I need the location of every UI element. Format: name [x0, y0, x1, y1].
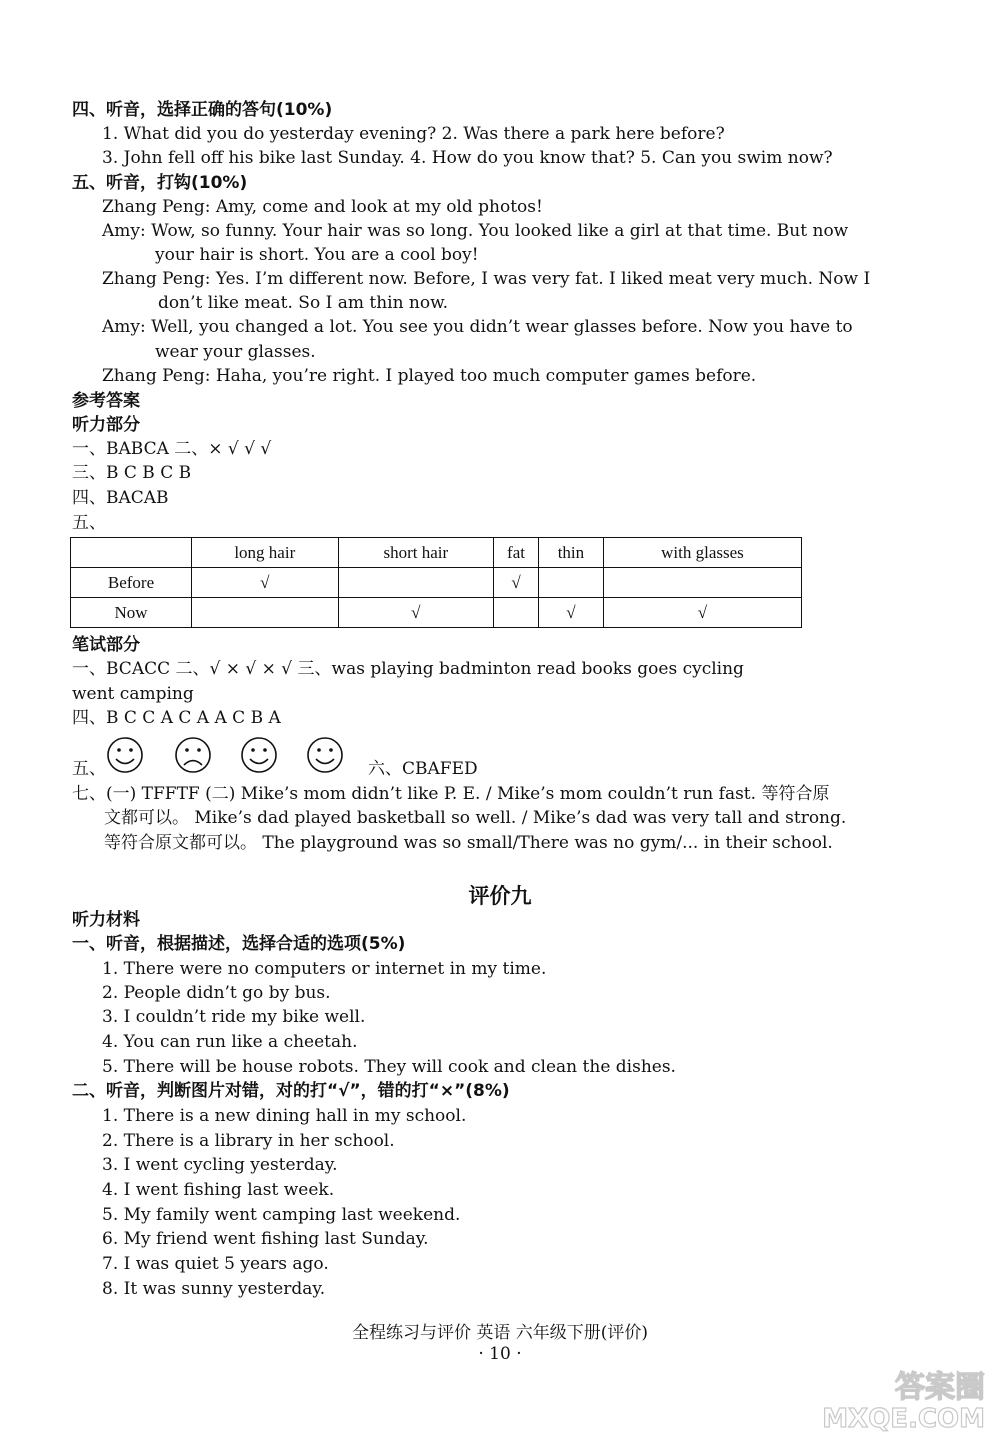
list-item: 5. There will be house robots. They will cook and clean the dishes.: [102, 1057, 676, 1077]
written-part-title: 笔试部分: [72, 635, 140, 655]
happy-face-icon: [308, 738, 342, 772]
table-cell: √: [538, 598, 603, 628]
faces-row: [105, 735, 355, 775]
listening-part-title: 听力部分: [72, 415, 140, 435]
dialogue-line: your hair is short. You are a cool boy!: [155, 245, 479, 265]
dialogue-line: Zhang Peng: Amy, come and look at my old photos!: [102, 197, 543, 217]
list-item: 1. There is a new dining hall in my school.: [102, 1106, 467, 1126]
table-header-cell: fat: [494, 538, 539, 568]
dialogue-line: Zhang Peng: Yes. I’m different now. Before, I was very fat. I liked meat very much. Now I: [102, 269, 871, 289]
dialogue-line: Amy: Wow, so funny. Your hair was so long. You looked like a girl at that time. But now: [102, 221, 849, 241]
dialogue-line: Amy: Well, you changed a lot. You see you didn’t wear glasses before. Now you have to: [102, 317, 853, 337]
table-row: [71, 598, 802, 628]
answer-line: 六、CBAFED: [368, 759, 478, 779]
table-row: [71, 568, 802, 598]
section-4-title: 四、听音，选择正确的答句(10%): [72, 100, 333, 120]
answer-line: 一、BCACC 二、√ × √ × √ 三、was playing badminton read books goes cycling: [72, 659, 744, 679]
table-cell: [494, 598, 539, 628]
list-item: 7. I was quiet 5 years ago.: [102, 1254, 329, 1274]
table-cell: [603, 568, 801, 598]
answer-line: 等符合原文都可以。 The playground was so small/There was no gym/... in their school.: [104, 833, 833, 853]
table-cell: [71, 538, 192, 568]
svg-text:MXQE.COM: MXQE.COM: [822, 1404, 985, 1434]
dialogue-line: Zhang Peng: Haha, you’re right. I played too much computer games before.: [102, 366, 757, 386]
happy-face-icon: [242, 738, 276, 772]
table-row-label: Now: [71, 598, 192, 628]
table-cell: √: [603, 598, 801, 628]
dialogue-line: wear your glasses.: [155, 342, 316, 362]
table-cell: √: [192, 568, 339, 598]
list-item: 1. There were no computers or internet in my time.: [102, 959, 547, 979]
table-header-cell: short hair: [338, 538, 494, 568]
page-number: · 10 ·: [478, 1344, 522, 1364]
table-cell: [192, 598, 339, 628]
list-item: 4. I went fishing last week.: [102, 1180, 335, 1200]
answer-line: 文都可以。 Mike’s dad played basketball so well. / Mike’s dad was very tall and strong.: [104, 808, 847, 828]
dialogue-line: don’t like meat. So I am thin now.: [158, 293, 449, 313]
table-cell: √: [494, 568, 539, 598]
answer-line: went camping: [72, 684, 194, 704]
list-item: 2. There is a library in her school.: [102, 1131, 395, 1151]
list-item: 3. I went cycling yesterday.: [102, 1155, 338, 1175]
watermark-logo: [790, 1365, 990, 1435]
answer-table: [70, 537, 802, 628]
section-2-title: 二、听音，判断图片对错，对的打“√”，错的打“×”(8%): [72, 1081, 510, 1101]
table-cell: [338, 568, 494, 598]
reference-answers-title: 参考答案: [72, 391, 140, 411]
answer-line: 四、B C C A C A A C B A: [72, 708, 281, 728]
table-cell: [538, 568, 603, 598]
table-header-cell: thin: [538, 538, 603, 568]
page-footer: 全程练习与评价 英语 六年级下册(评价): [351, 1323, 649, 1343]
svg-text:答案圈: 答案圈: [895, 1370, 985, 1405]
table-header-cell: with glasses: [603, 538, 801, 568]
sad-face-icon: [176, 738, 210, 772]
answer-line: 四、BACAB: [72, 488, 169, 508]
answer-line: 五、: [72, 513, 106, 533]
section-5-title: 五、听音，打钩(10%): [72, 173, 248, 193]
section-4-line-2: 3. John fell off his bike last Sunday. 4. How do you know that? 5. Can you swim now?: [102, 148, 833, 168]
table-row-label: Before: [71, 568, 192, 598]
listening-material-title: 听力材料: [72, 910, 140, 930]
table-header-row: [71, 538, 802, 568]
list-item: 6. My friend went fishing last Sunday.: [102, 1229, 429, 1249]
section-4-line-1: 1. What did you do yesterday evening? 2. Was there a park here before?: [102, 124, 725, 144]
table-header-cell: long hair: [192, 538, 339, 568]
answer-line: 三、B C B C B: [72, 463, 192, 483]
list-item: 8. It was sunny yesterday.: [102, 1279, 326, 1299]
list-item: 2. People didn’t go by bus.: [102, 983, 331, 1003]
list-item: 3. I couldn’t ride my bike well.: [102, 1007, 366, 1027]
happy-face-icon: [108, 738, 142, 772]
section-1-title: 一、听音，根据描述，选择合适的选项(5%): [72, 934, 406, 954]
answer-line: 一、BABCA 二、× √ √ √: [72, 439, 272, 459]
answer-label: 五、: [72, 759, 106, 779]
list-item: 4. You can run like a cheetah.: [102, 1032, 358, 1052]
evaluation-9-title: 评价九: [468, 884, 532, 908]
answer-line: 七、(一) TFFTF (二) Mike’s mom didn’t like P. E. / Mike’s mom couldn’t run fast. 等符合原: [72, 784, 830, 804]
table-cell: √: [338, 598, 494, 628]
list-item: 5. My family went camping last weekend.: [102, 1205, 461, 1225]
